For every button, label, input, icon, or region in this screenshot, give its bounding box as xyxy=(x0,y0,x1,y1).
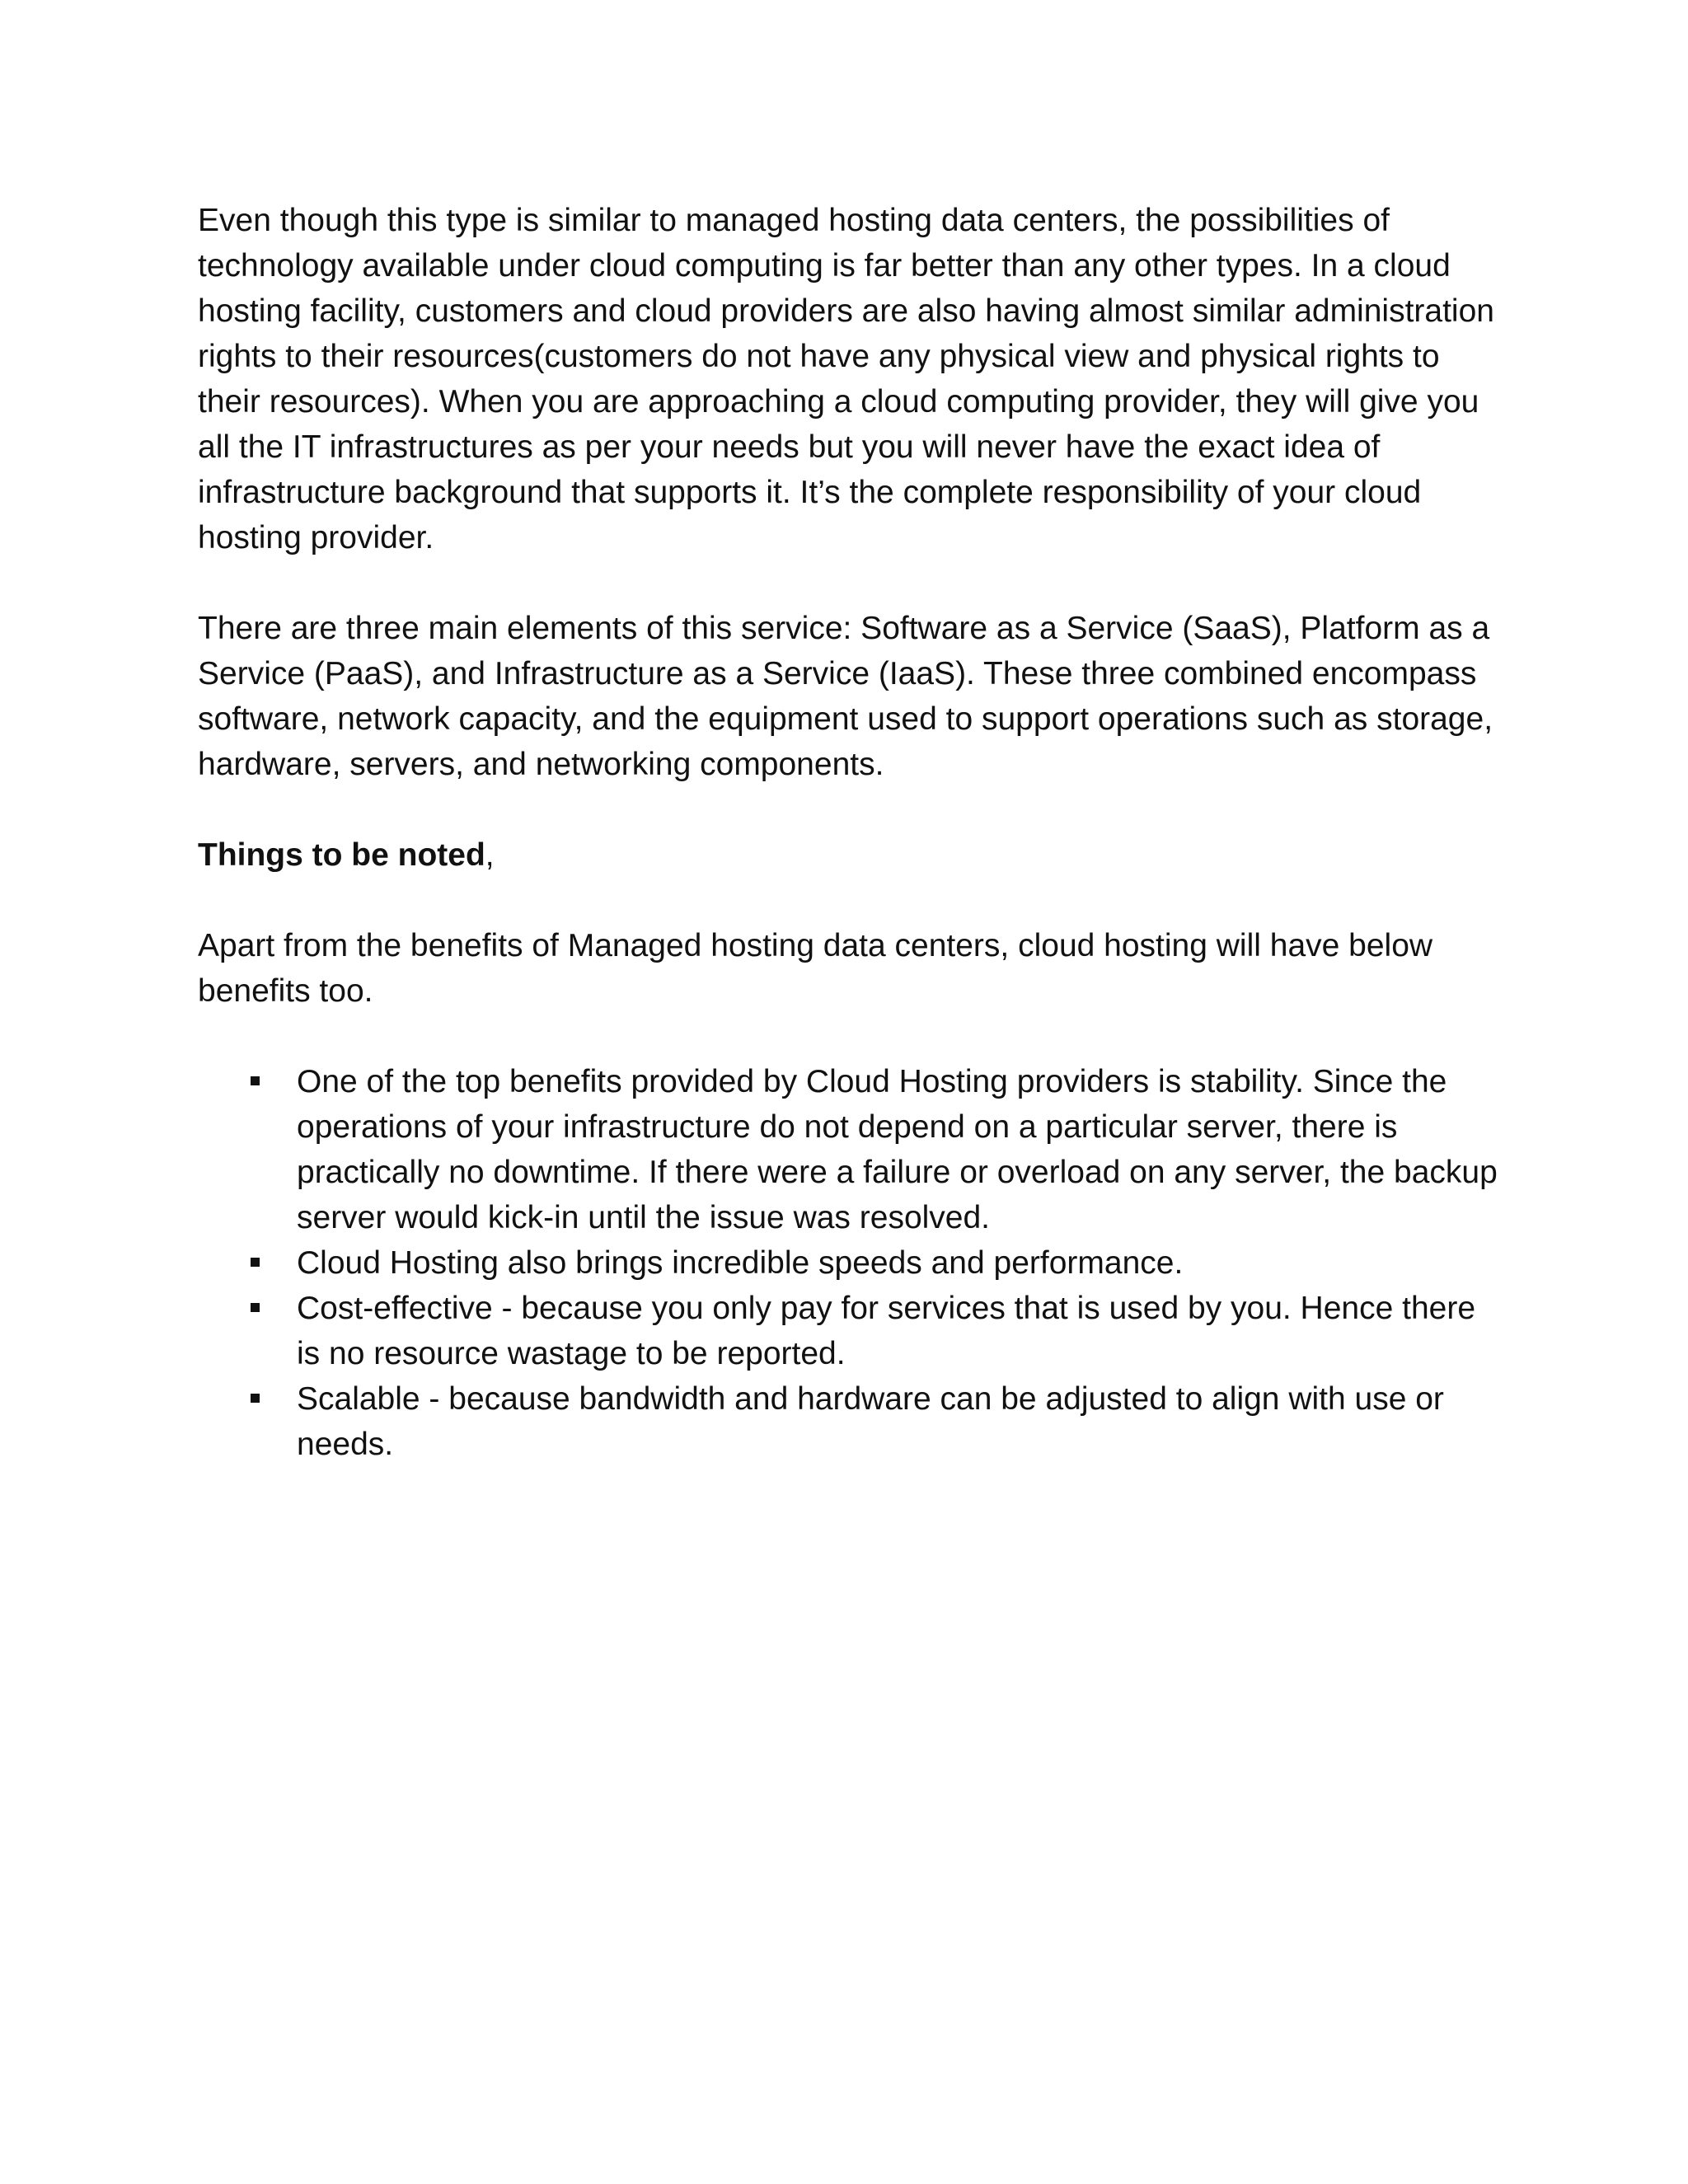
list-item-text: Cloud Hosting also brings incredible speeds and performance. xyxy=(297,1245,1184,1281)
square-bullet-icon xyxy=(251,1394,260,1403)
section-heading-trailing: , xyxy=(485,837,495,873)
square-bullet-icon xyxy=(251,1258,260,1267)
list-item-text: One of the top benefits provided by Cloud Hosting providers is stability. Since the operations of your infrastructure do not depend on a particular server, there is practically no downtime. If there were a failure or overload on any server, the backup server would kick-in until the issue was resolved. xyxy=(297,1064,1498,1235)
square-bullet-icon xyxy=(251,1303,260,1312)
list-item xyxy=(297,1286,1500,1376)
list-item xyxy=(297,1240,1500,1286)
section-heading-bold: Things to be noted xyxy=(198,837,485,873)
square-bullet-icon xyxy=(251,1076,260,1085)
paragraph-cloud-hosting-overview: Even though this type is similar to managed hosting data centers, the possibilities of technology available under cloud computing is far better than any other types. In a cloud hosting facility, customers and cloud providers are also having almost similar administration rights to their resources(customers do not have any physical view and physical rights to their resources). When you are approaching a cloud computing provider, they will give you all the IT infrastructures as per your needs but you will never have the exact idea of infrastructure background that supports it. It’s the complete responsibility of your cloud hosting provider. xyxy=(198,203,1494,555)
document-body xyxy=(198,198,1500,1467)
list-item xyxy=(297,1059,1500,1240)
paragraph-service-elements: There are three main elements of this service: Software as a Service (SaaS), Platform as a Service (PaaS), and Infrastructure as a Service (IaaS). These three combined encompass software, network capacity, and the equipment used to support operations such as storage, hardware, servers, and networking components. xyxy=(198,611,1493,782)
benefits-list xyxy=(198,1059,1500,1467)
paragraph-benefits-intro: Apart from the benefits of Managed hosting data centers, cloud hosting will have below benefits too. xyxy=(198,928,1433,1009)
list-item xyxy=(297,1376,1500,1467)
section-heading xyxy=(198,832,1500,878)
list-item-text: Cost-effective - because you only pay for services that is used by you. Hence there is no resource wastage to be reported. xyxy=(297,1291,1476,1371)
list-item-text: Scalable - because bandwidth and hardware can be adjusted to align with use or needs. xyxy=(297,1381,1444,1462)
